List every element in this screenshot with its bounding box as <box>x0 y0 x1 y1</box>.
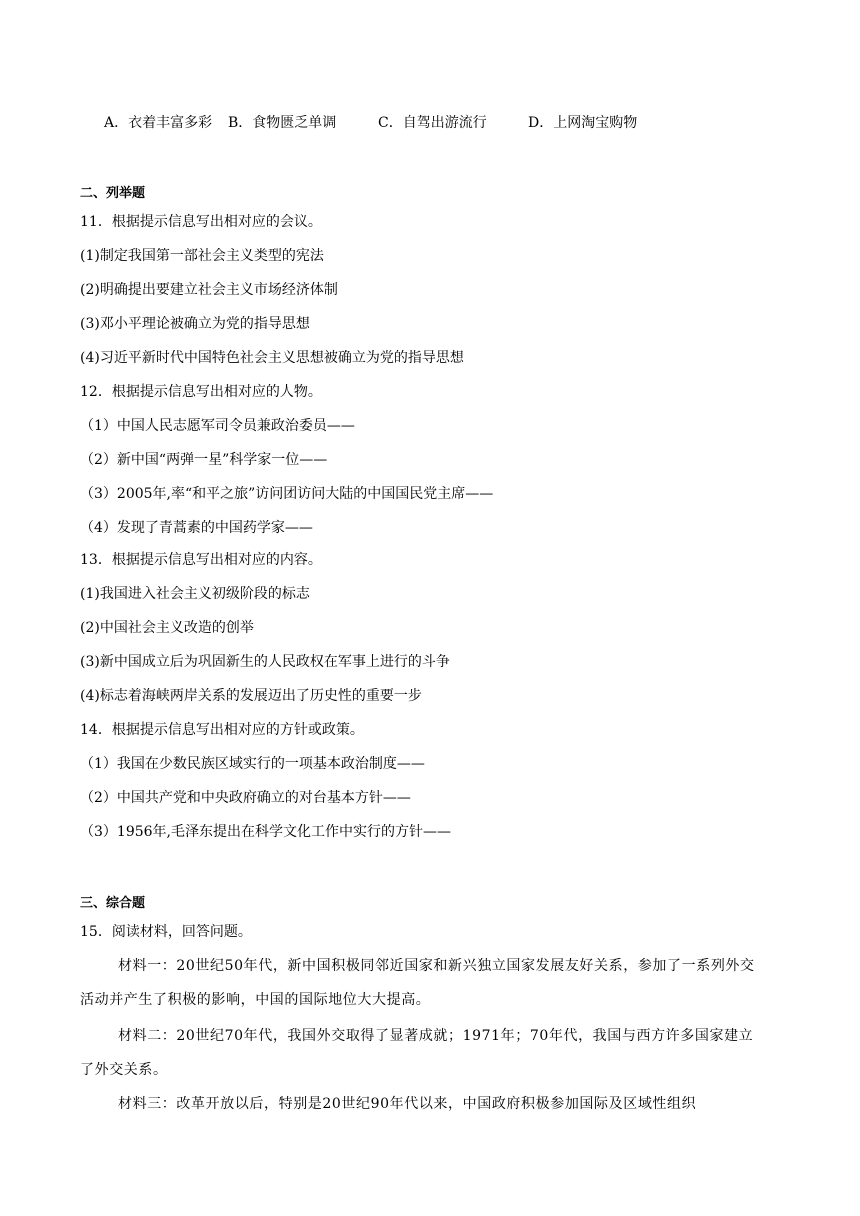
question-11-stem: 11．根据提示信息写出相对应的会议。 <box>80 214 322 230</box>
question-13-item-3: (3)新中国成立后为巩固新生的人民政权在军事上进行的斗争 <box>80 654 450 670</box>
question-12-item-2: （2）新中国“两弹一星”科学家一位—— <box>80 452 328 468</box>
question-14-stem: 14．根据提示信息写出相对应的方针或政策。 <box>80 722 364 738</box>
question-13-item-1: (1)我国进入社会主义初级阶段的标志 <box>80 586 310 602</box>
option-a: A．衣着丰富多彩 <box>104 115 213 131</box>
question-12-stem: 12．根据提示信息写出相对应的人物。 <box>80 384 322 400</box>
question-13-item-2: (2)中国社会主义改造的创举 <box>80 620 254 636</box>
material-2-line-1: 材料二：20世纪70年代，我国外交取得了显著成就；1971年；70年代，我国与西方许多国家建立 <box>118 1028 754 1044</box>
question-14-item-2: （2）中国共产党和中央政府确立的对台基本方针—— <box>80 790 411 806</box>
option-b: B．食物匮乏单调 <box>228 115 337 131</box>
question-11-item-4: (4)习近平新时代中国特色社会主义思想被确立为党的指导思想 <box>80 350 464 366</box>
question-13-item-4: (4)标志着海峡两岸关系的发展迈出了历史性的重要一步 <box>80 688 422 704</box>
question-11-item-1: (1)制定我国第一部社会主义类型的宪法 <box>80 248 324 264</box>
material-3-line-1: 材料三：改革开放以后，特别是20世纪90年代以来，中国政府积极参加国际及区域性组织 <box>118 1096 697 1112</box>
question-13-stem: 13．根据提示信息写出相对应的内容。 <box>80 552 322 568</box>
question-11-item-2: (2)明确提出要建立社会主义市场经济体制 <box>80 282 338 298</box>
question-12-item-1: （1）中国人民志愿军司令员兼政治委员—— <box>80 418 355 434</box>
question-14-item-1: （1）我国在少数民族区域实行的一项基本政治制度—— <box>80 756 425 772</box>
option-d: D．上网淘宝购物 <box>528 115 638 131</box>
question-12-item-4: （4）发现了青蒿素的中国药学家—— <box>80 520 313 536</box>
question-11-item-3: (3)邓小平理论被确立为党的指导思想 <box>80 316 310 332</box>
option-c: C．自驾出游流行 <box>378 115 487 131</box>
material-2-line-2: 了外交关系。 <box>80 1062 168 1078</box>
question-14-item-3: （3）1956年,毛泽东提出在科学文化工作中实行的方针—— <box>80 824 451 840</box>
material-1-line-2: 活动并产生了积极的影响，中国的国际地位大大提高。 <box>80 992 431 1008</box>
q10-options <box>104 112 764 132</box>
question-15-stem: 15．阅读材料，回答问题。 <box>80 924 252 940</box>
material-1-line-1: 材料一：20世纪50年代，新中国积极同邻近国家和新兴独立国家发展友好关系，参加了一系列外交 <box>118 958 755 974</box>
section-title-comprehensive: 三、综合题 <box>80 896 146 911</box>
question-12-item-3: （3）2005年,率“和平之旅”访问团访问大陆的中国国民党主席—— <box>80 486 494 502</box>
section-title-enumeration: 二、列举题 <box>80 186 146 201</box>
